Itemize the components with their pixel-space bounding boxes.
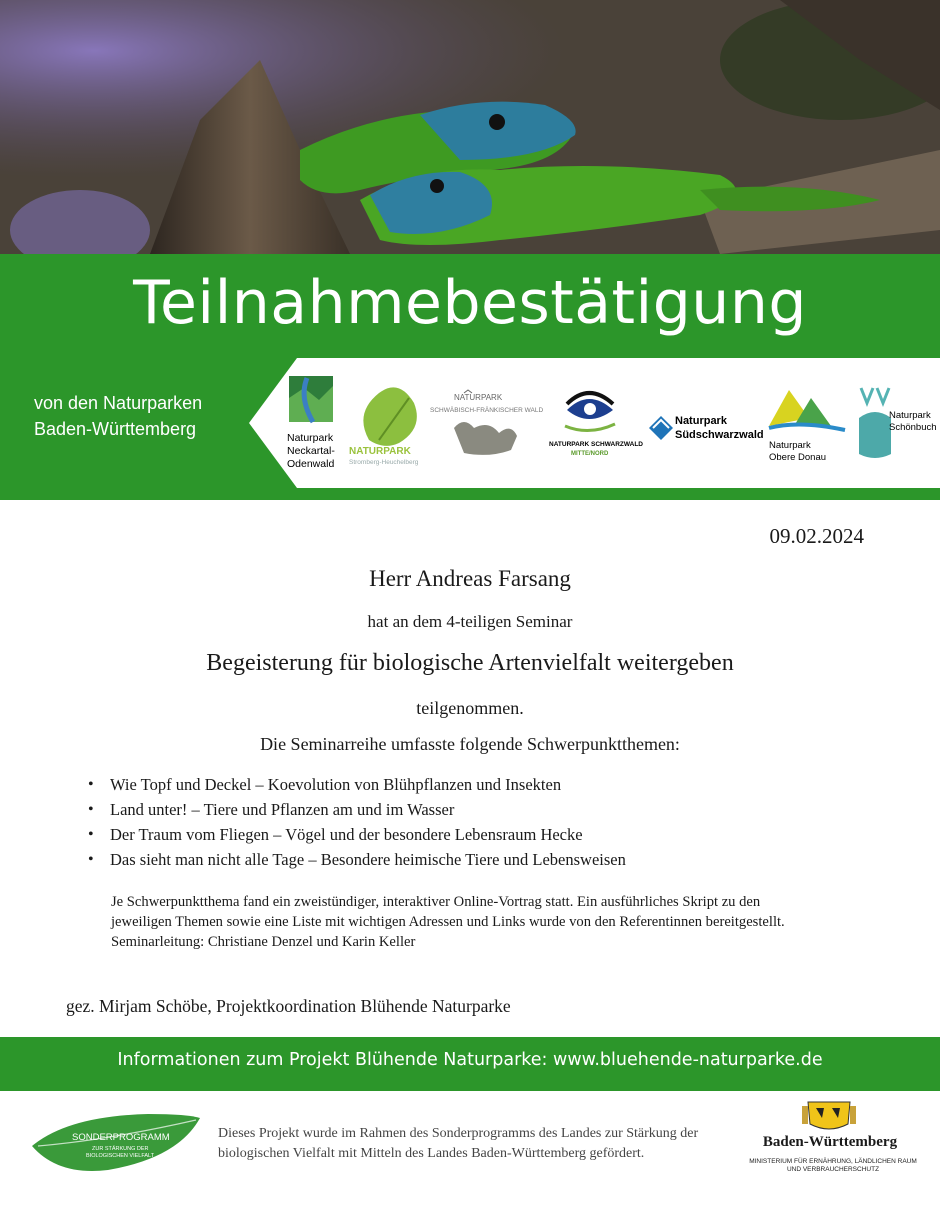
participant-name: Herr Andreas Farsang xyxy=(369,566,571,591)
certificate-date: 09.02.2024 xyxy=(769,524,864,548)
funding-line-1: Dieses Projekt wurde im Rahmen des Sonderprogramms des Landes zur Stärkung der xyxy=(218,1126,699,1141)
hero-photo-lizards xyxy=(0,0,940,254)
page-title: Teilnahmebestätigung xyxy=(133,268,807,338)
seminar-note xyxy=(111,892,891,952)
sonderprogramm-sub-2: BIOLOGISCHEN VIELFALT xyxy=(86,1153,155,1159)
topic-item: • Der Traum vom Fliegen – Vögel und der besondere Lebensraum Hecke xyxy=(88,822,626,847)
sonderprogramm-logo xyxy=(28,1110,204,1176)
funding-note xyxy=(218,1124,748,1164)
topic-item: • Das sieht man nicht alle Tage – Besondere heimische Tiere und Lebensweisen xyxy=(88,847,626,872)
seminar-title: Begeisterung für biologische Artenvielfalt weitergeben xyxy=(206,650,734,676)
note-line-1: Je Schwerpunktthema fand ein zweistündiger, interaktiver Online-Vortrag statt. Ein ausführliches Skript zu den xyxy=(111,894,761,910)
participated-text: teilgenommen. xyxy=(416,698,524,718)
lizards-illustration xyxy=(0,0,940,254)
bw-title: Baden-Württemberg xyxy=(762,1134,898,1150)
topic-item: • Wie Topf und Deckel – Koevolution von Blühpflanzen und Insekten xyxy=(88,772,626,797)
bw-ministry-line-2: UND VERBRAUCHERSCHUTZ xyxy=(786,1166,880,1173)
bw-coat-of-arms-icon xyxy=(800,1098,858,1134)
obere-donau-label-1: Naturpark xyxy=(769,440,811,451)
funding-line-2: biologischen Vielfalt mit Mitteln des Landes Baden-Württemberg gefördert. xyxy=(218,1146,645,1161)
naturpark-logos-panel xyxy=(249,358,940,488)
seminar-intro: hat an dem 4-teiligen Seminar xyxy=(367,612,573,631)
neckartal-label-3: Odenwald xyxy=(287,458,335,470)
sonderprogramm-title: SONDERPROGRAMM xyxy=(72,1132,170,1143)
project-info-link[interactable]: Informationen zum Projekt Blühende Naturparke: www.bluehende-naturparke.de xyxy=(117,1050,823,1070)
sfw-label-2: SCHWÄBISCH-FRÄNKISCHER WALD xyxy=(430,407,544,414)
schwarzwald-label-2: MITTE/NORD xyxy=(571,451,609,457)
stromberg-label-1: NATURPARK xyxy=(349,446,411,457)
schwarzwald-label-1: NATURPARK SCHWARZWALD xyxy=(549,441,643,448)
note-line-2: jeweiligen Themen sowie eine Liste mit wichtigen Adressen und Links wurde von den Referentinnen bereitgestellt. xyxy=(111,914,785,930)
sfw-label-1: NATURPARK xyxy=(454,393,503,402)
subtitle-line-2: Baden-Württemberg xyxy=(34,419,197,439)
topics-intro: Die Seminarreihe umfasste folgende Schwerpunktthemen: xyxy=(260,734,680,754)
bw-ministry xyxy=(748,1158,918,1174)
schoenbuch-label-2: Schönbuch xyxy=(889,422,937,433)
bw-ministry-line-1: MINISTERIUM FÜR ERNÄHRUNG, LÄNDLICHEN RAUM xyxy=(749,1158,917,1165)
suedschwarzwald-label-1: Naturpark xyxy=(675,415,727,427)
signature: gez. Mirjam Schöbe, Projektkoordination Blühende Naturparke xyxy=(66,996,511,1016)
note-line-3: Seminarleitung: Christiane Denzel und Karin Keller xyxy=(111,934,416,950)
topics-list xyxy=(88,772,626,872)
subtitle-line-1: von den Naturparken xyxy=(34,393,203,413)
suedschwarzwald-label-2: Südschwarzwald xyxy=(675,429,764,441)
schoenbuch-label-1: Naturpark xyxy=(889,410,931,421)
obere-donau-label-2: Obere Donau xyxy=(769,452,827,463)
neckartal-label-1: Naturpark xyxy=(287,432,334,444)
stromberg-label-2: Stromberg-Heuchelberg xyxy=(349,459,419,466)
neckartal-label-2: Neckartal- xyxy=(287,445,335,457)
topic-item: • Land unter! – Tiere und Pflanzen am und im Wasser xyxy=(88,797,626,822)
sonderprogramm-sub-1: ZUR STÄRKUNG DER xyxy=(92,1146,149,1152)
